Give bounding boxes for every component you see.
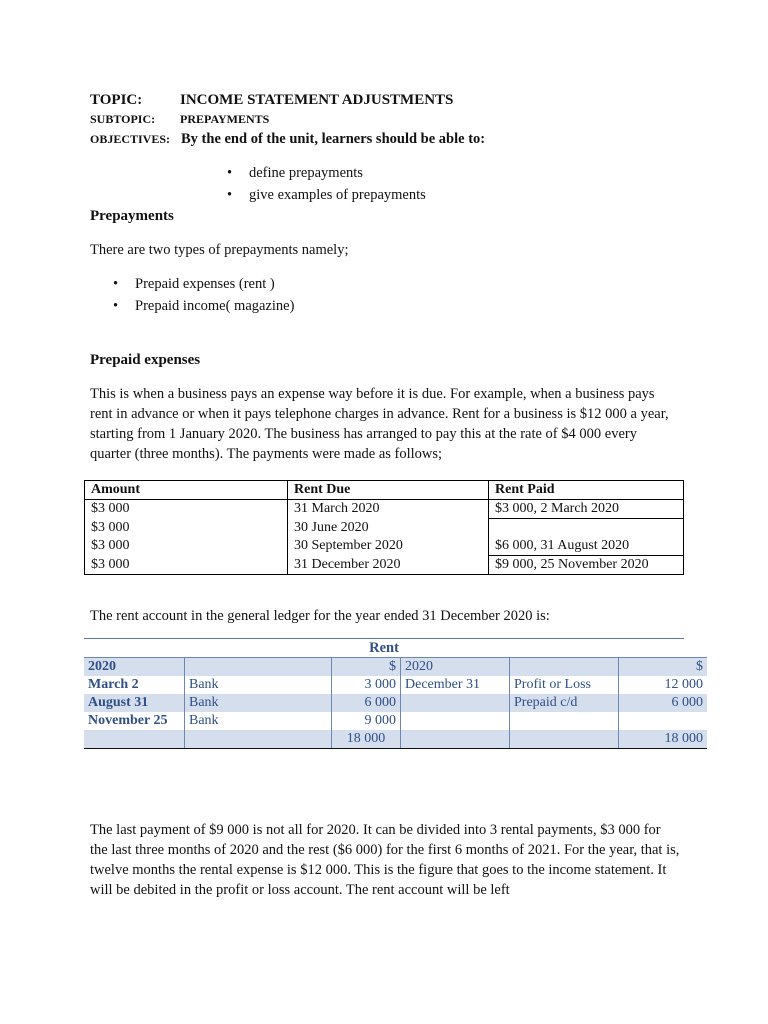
ledger-total-row — [84, 730, 707, 749]
ledger-cell: March 2 — [88, 677, 139, 692]
table-cell: 31 March 2020 — [288, 500, 489, 519]
ledger-cell: December 31 — [401, 676, 510, 694]
ledger-cell — [619, 712, 708, 730]
ledger-cell: August 31 — [84, 694, 185, 712]
table-cell: $3 000 — [85, 519, 288, 538]
topic-label: TOPIC: — [90, 92, 143, 108]
ledger-cell — [401, 694, 510, 712]
ledger-total-credit: 18 000 — [619, 730, 708, 749]
table-cell: 30 June 2020 — [288, 519, 489, 538]
ledger-cell: 6 000 — [332, 694, 401, 712]
ledger-title: Rent — [369, 640, 399, 656]
table-cell: $3 000 — [85, 537, 288, 556]
column-header-amount: Amount — [85, 481, 288, 500]
column-header-rent-paid: Rent Paid — [489, 481, 684, 500]
ledger-cell: 3 000 — [332, 676, 401, 694]
column-header-rent-due: Rent Due — [288, 481, 489, 500]
table-cell: $3 000 — [85, 500, 288, 519]
ledger-divider — [84, 638, 684, 639]
objective-item: • give examples of prepayments — [249, 187, 426, 204]
table-header-row — [85, 481, 684, 500]
ledger-cell — [510, 658, 619, 677]
prepaid-expenses-heading: Prepaid expenses — [90, 352, 201, 368]
table-row — [85, 500, 684, 519]
prepayment-type-item: • Prepaid income( magazine) — [135, 298, 294, 315]
rent-schedule-table — [84, 480, 684, 575]
ledger-row — [84, 676, 707, 694]
ledger-cell: Bank — [185, 694, 332, 712]
ledger-cell: Bank — [185, 676, 332, 694]
table-cell: 30 September 2020 — [288, 537, 489, 556]
ledger-cell — [84, 730, 185, 749]
ledger-row — [84, 694, 707, 712]
ledger-cell: Profit or Loss — [510, 676, 619, 694]
table-cell: $3 000 — [85, 556, 288, 575]
ledger-cell — [401, 712, 510, 730]
ledger-cell: 2020 — [401, 658, 510, 677]
table-row — [85, 537, 684, 556]
rent-ledger-table — [84, 657, 707, 749]
ledger-cell — [185, 730, 332, 749]
ledger-cell: 6 000 — [619, 694, 708, 712]
prepayment-type-item: • Prepaid expenses (rent ) — [135, 276, 275, 293]
table-cell: $6 000, 31 August 2020 — [489, 537, 684, 556]
table-row — [85, 556, 684, 575]
prepayments-heading: Prepayments — [90, 208, 174, 224]
subtopic-value: PREPAYMENTS — [180, 112, 270, 126]
ledger-row — [84, 712, 707, 730]
ledger-cell: Prepaid c/d — [510, 694, 619, 712]
ledger-cell: Bank — [185, 712, 332, 730]
prepayments-intro: There are two types of prepayments namely; — [90, 242, 349, 258]
objectives-value: By the end of the unit, learners should be able to: — [181, 131, 486, 147]
closing-paragraph: The last payment of $9 000 is not all for 2020. It can be divided into 3 rental payments, $3 000 for the last three months of 2020 and the rest ($6 000) for the first 6 months of 2021. For the year, that is, twelve months the rental expense is $12 000. This is the figure that goes to the income statement. It will be debited in the profit or loss account. The rent account will be left — [90, 822, 680, 898]
ledger-cell — [510, 730, 619, 749]
ledger-cell: $ — [332, 658, 401, 677]
table-row — [85, 519, 684, 538]
table-cell — [489, 519, 684, 538]
ledger-cell: 9 000 — [332, 712, 401, 730]
table-cell: $3 000, 2 March 2020 — [489, 500, 684, 519]
ledger-cell: 2020 — [84, 658, 185, 677]
subtopic-label: SUBTOPIC: — [90, 112, 156, 126]
objectives-label: OBJECTIVES: — [90, 132, 171, 146]
topic-value: INCOME STATEMENT ADJUSTMENTS — [180, 92, 454, 108]
ledger-cell: 12 000 — [619, 676, 708, 694]
prepaid-expenses-paragraph: This is when a business pays an expense way before it is due. For example, when a business pays rent in advance or when it pays telephone charges in advance. Rent for a business is $12 000 a year, starting from 1 January 2020. The business has arranged to pay this at the rate of $4 000 every quarter (three months). The payments were made as follows; — [90, 386, 669, 462]
ledger-cell: $ — [619, 658, 708, 677]
ledger-cell: November 25 — [88, 713, 168, 728]
ledger-cell — [510, 712, 619, 730]
ledger-row — [84, 658, 707, 677]
table-cell: $9 000, 25 November 2020 — [489, 556, 684, 575]
ledger-intro: The rent account in the general ledger for the year ended 31 December 2020 is: — [90, 608, 550, 624]
objective-item: • define prepayments — [249, 165, 363, 182]
ledger-cell — [401, 730, 510, 749]
ledger-total-debit: 18 000 — [332, 730, 401, 749]
table-cell: 31 December 2020 — [288, 556, 489, 575]
ledger-cell — [185, 658, 332, 677]
